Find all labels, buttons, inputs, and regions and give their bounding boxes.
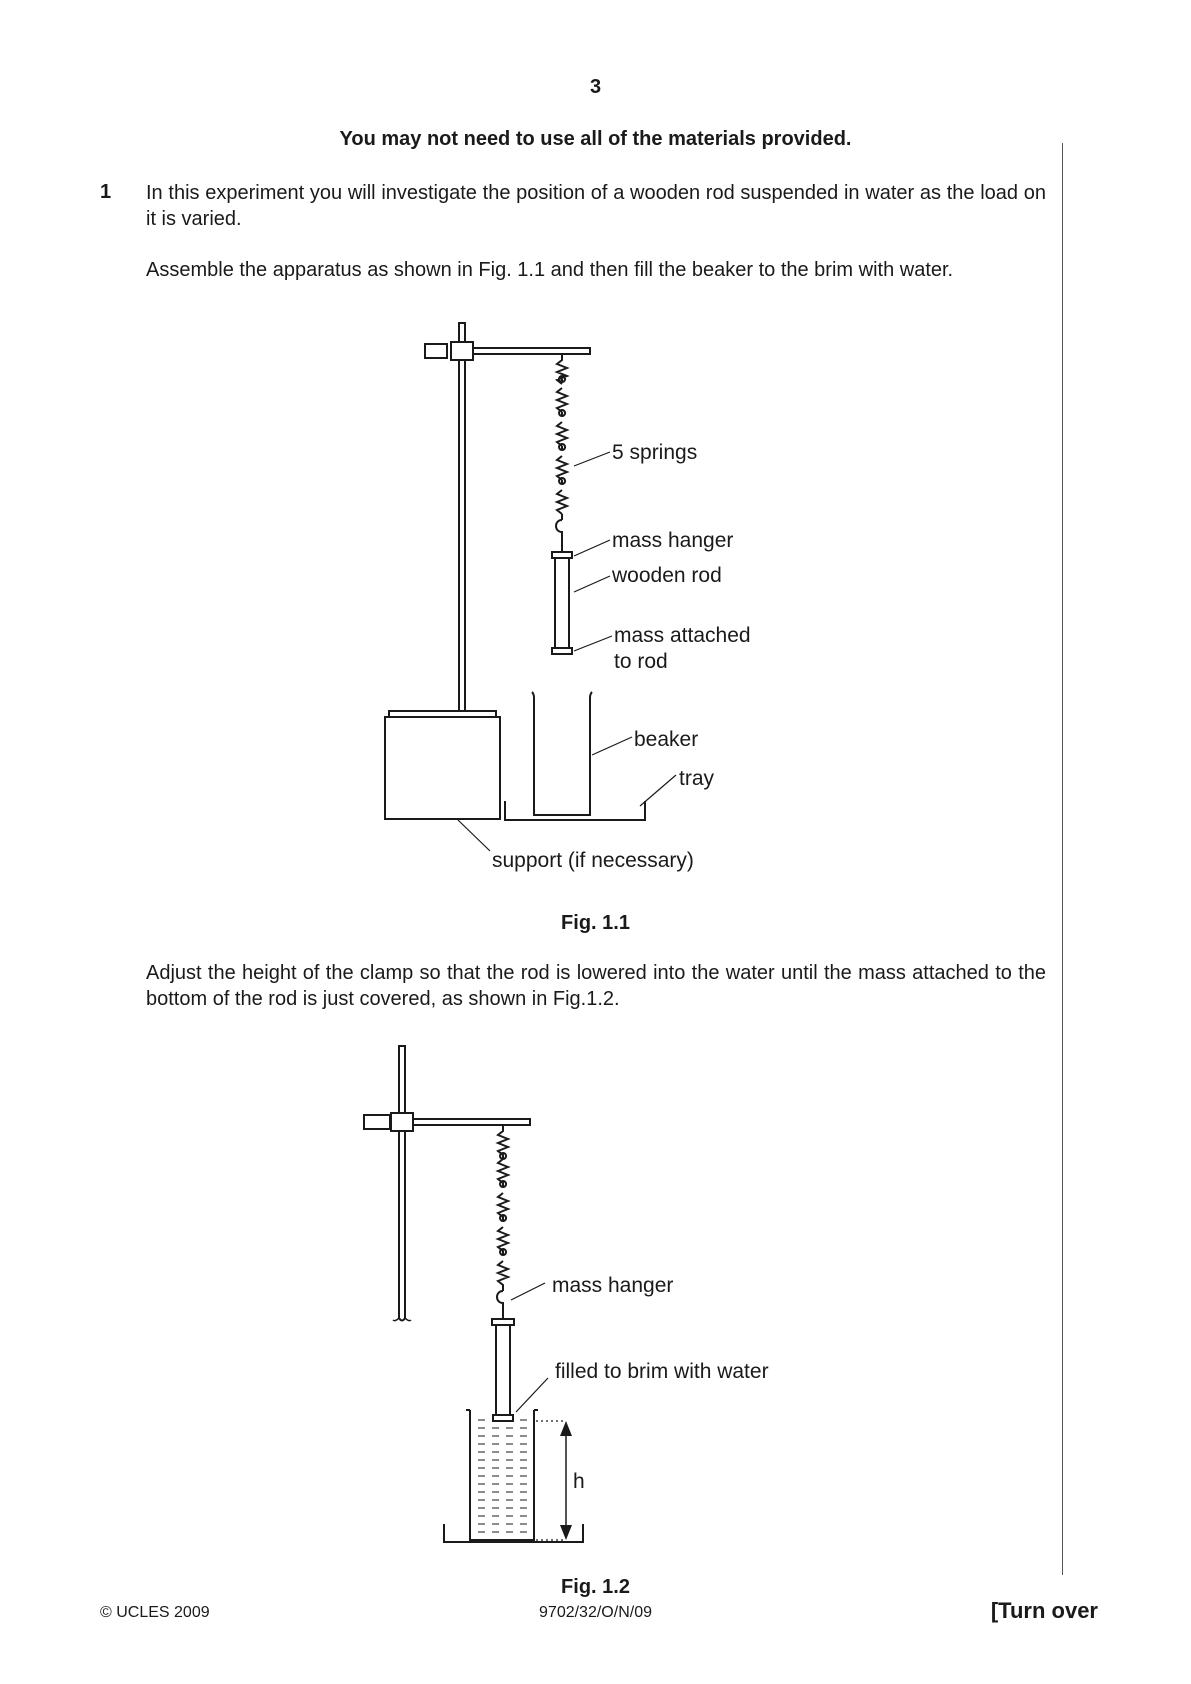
clamp-boss-2 [391,1113,413,1131]
label-to-rod: to rod [614,650,668,673]
label-wooden-rod: wooden rod [612,564,722,587]
hanger-hook-2 [497,1291,503,1319]
label-tray: tray [679,767,715,790]
label-springs: 5 springs [612,441,698,464]
paper-code: 9702/32/O/N/09 [539,1604,652,1621]
label-h: h [573,1470,585,1493]
figure-1-2-caption: Fig. 1.2 [561,1576,630,1598]
clamp-arm-2 [413,1119,530,1125]
springs-2 [498,1125,508,1291]
adjustment-instruction: Adjust the height of the clamp so that the rod is lowered into the water until the mass attached to the bottom of the rod is just covered, as shown in Fig.1.2. [146,962,1046,1010]
stand-rod-2 [399,1046,405,1321]
water [472,1413,532,1540]
question-intro: In this experiment you will investigate the position of a wooden rod suspended in water as the load on it is varied. [146,182,1046,230]
figure-1-1-caption: Fig. 1.1 [561,912,630,934]
clamp-screw-2 [364,1115,390,1129]
assembly-instruction: Assemble the apparatus as shown in Fig. 1.1 and then fill the beaker to the brim with water. [146,259,954,281]
page-number: 3 [589,76,602,98]
label-filled: filled to brim with water [555,1360,769,1383]
wooden-rod-2 [496,1325,510,1417]
materials-instruction: You may not need to use all of the materials provided. [339,128,852,150]
label-mass-attached: mass attached [614,624,751,647]
label-mass-hanger-2: mass hanger [552,1274,674,1297]
label-mass-hanger: mass hanger [612,529,734,552]
copyright: © UCLES 2009 [100,1604,210,1621]
label-support: support (if necessary) [492,849,694,872]
label-beaker: beaker [634,728,699,751]
turn-over: [Turn over [990,1598,1098,1623]
question-number: 1 [100,181,112,203]
attached-mass-2 [493,1415,513,1421]
